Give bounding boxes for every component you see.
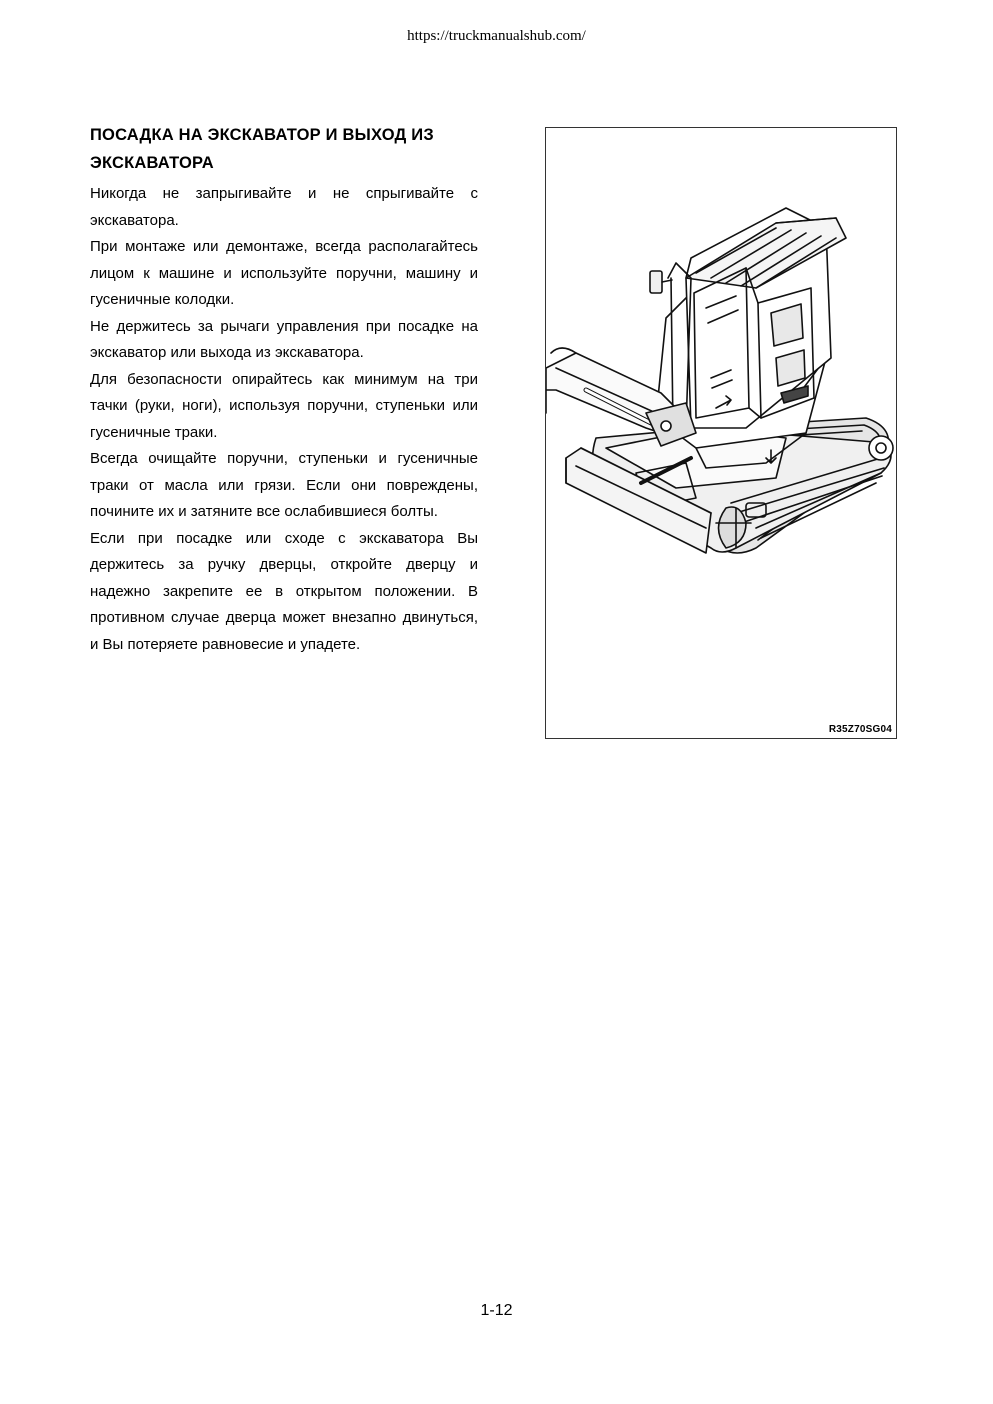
paragraph-4: Для безопасности опирайтесь как минимум на три тачки (руки, ноги), используя поручни, ступеньки или гусеничные траки. [90, 370, 478, 441]
paragraph-3: Не держитесь за рычаги управления при посадке на экскаватор или выхода из экскаватора. [90, 317, 478, 361]
excavator-figure [545, 127, 897, 739]
source-url: https://truckmanualshub.com/ [407, 28, 586, 44]
paragraph-5: Всегда очищайте поручни, ступеньки и гусеничные траки от масла или грязи. Если они повреждены, почините их и затяните все ослабившиеся болты. [90, 450, 478, 520]
paragraph-2: При монтаже или демонтаже, всегда располагайтесь лицом к машине и используйте поручни, машину и гусеничные колодки. [90, 238, 478, 308]
paragraph-1: Никогда не запрыгивайте и не спрыгивайте с экскаватора. [90, 185, 478, 229]
page-number: 1-12 [480, 1302, 513, 1319]
section-heading: ПОСАДКА НА ЭКСКАВАТОР И ВЫХОД ИЗ ЭКСКАВАТОРА [90, 126, 434, 172]
excavator-illustration-icon [546, 128, 895, 737]
figure-code: R35Z70SG04 [828, 724, 892, 735]
paragraph-6: Если при посадке или сходе с экскаватора Вы держитесь за ручку дверцы, откройте дверцу и надежно закрепите ее в открытом положении. В противном случае дверца может внезапно двинуться, и Вы потеряете равновесие и упадете. [90, 529, 478, 653]
text-column [90, 121, 478, 658]
